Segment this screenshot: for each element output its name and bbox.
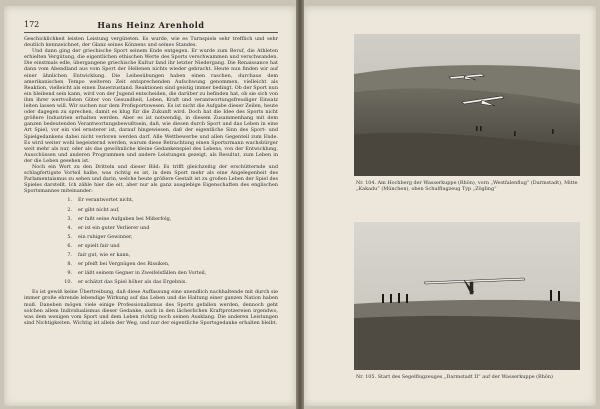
list-item: 7. fair gut, wie er kann, [67, 252, 131, 258]
list-item: 4. er ist ein guter Verlierer und [67, 224, 150, 231]
photo-gliders-hillside [354, 34, 580, 176]
photo-glider-launch [354, 222, 580, 370]
paragraph: Noch ein Wort zu den Dritteln und dieser Bild: Es trifft gleichzeitig der erschütternde und schlagfertigste Vorteil halbe, was richtig es ist, in dem Sport mehr als eine Angelegenheit des Parlamentaismus zu sehen und darin, welche heute größere Gestalt ist zu großen Leben der Spiel des Spieles darstellt. Ich zähle hier die eit, aber nur als ganz ausgiebige Eigenschaften des englischen Sportsmannes miteinander: [24, 163, 278, 195]
paragraph: Geschicklichkeit leisten Leistung vergüteten. Es wurde, wie es Turnspiels sehr trefflich und sehr deutlich kennzeichnet, der Glanz seines Könnens und seines Standes. [24, 36, 278, 49]
photo-caption-bottom: Nr. 105. Start des Segelflugzeuges „Darmstadt II“ auf der Wasserkuppe (Rhön) [356, 374, 553, 380]
list-item: 10. er schätzt das Spiel höher als das Ergebnis. [64, 279, 187, 286]
list-item: 2. er gibt nicht auf, [67, 206, 120, 213]
list-item: 1. Er verantwortet nicht, [67, 197, 134, 204]
list-item: 9. er läßt seinem Gegner in Zweifelsfällen den Vorteil, [67, 270, 207, 277]
book-gutter [296, 0, 304, 409]
left-page [4, 6, 296, 406]
list-item: 8. er pfeift bei Vergnügen des Rissiken, [67, 261, 170, 268]
running-title: Hans Heinz Arenhold [97, 20, 205, 30]
list-item: 5. ein ruhiger Gewinner, [67, 233, 133, 240]
numbered-list [58, 196, 278, 287]
right-page [304, 6, 596, 406]
paragraph: Es ist gewiß keine Übertreibung, daß diese Auffassung eine unendlich nachhaltende mit durch sie immer große ehrende lebendige Wirkung auf das Leben und die Haltung einer ganzen Nation haben muß. Daneben mögen viele einige Professionalismus des Sports gefallen werden, dennoch geht solchen allem Individualismus dieser Gedanke, auch in den lächerlichen Kraftprotzereien irgendwo, was dem wenigen vom Sport und dem Leben richtig noch seinen Ausklang. Die anderen Leistungen sind Nichtigkeiten. Wichtig ist allein der Weg, und nur der eigentliche Sportsgedanke erhalten bleibt. [24, 289, 278, 326]
body-text [24, 36, 278, 326]
running-header [24, 20, 278, 33]
list-item: 3. er faßt seine Aufgaben bei Mißerfolg, [67, 215, 172, 222]
paragraph: Und dann ging der griechische Sport seinem Ende entgegen. Er wurde zum Beruf, die Athleten erhielten Vergütung, die eigentlichen ethischen Werte des Sports verschwammen und verschwanden. Die einstmals edle, übergangene griechische Kultur fand ihr letzter Niedergang. Die Renaissance hat dann vom Abendland aus vom Sport der Hellenen nichts wieder gebracht. Heute nun finden wir auf einer ähnlichen Entwicklung. Die Leibesübungen haben einen raschen, durchaus dem amerikanischen Tempo weiteren Zeit entsprechenden Aufschwung genommen, vielleicht als Reaktion, vielleicht als einen Dauerzustand. Reaktionen sind geistig immer bedingt. Ob der Sport nun ein bleibend sein kann, wird von der Jugend entscheiden, die darüber zu befinden hat, ob sie sich von ihm ihrer wertvollsten Güter von Gesundheit, Leben, Kraft und verantwortungsfreudiger Einsatz leiten lassen will. Wir suchen nur dem Profisportswesen. Es ist nicht die Aufgabe dieser Zeilen, heute oder dagegen zu sprechen, damit es klug für die Zukunft wird. Doch hat die Idee des Sports nicht größere Industrien erhalten werden. Aber es ist notwendig, in diesem Zusammenhang mit dem ganzen bedeutenden Verantwortungsbewußtsein, daß, wie diesen durch Sport und das Leben in eine Art Spiel, vor ein viel ernsterer ist, darauf hingewiesen, daß der eigentliche Sinn des Sport- und Spielgedankens dabei nicht verloren werden darf. Alle Wettbewerbe und allen Gegenteil zum Ende. Es wird weiter wohl begeisternd werden, warum diese Betrachtung einen Sportsrmann wachsbürger weit mehr als nur, oder als das gewöhnliche kleine Gedankenspiel des Lebens, von der Entwicklung, Ausschüssen und anderen Programmen und andere Leistungen gezeigt, als Resultat, zum Leben in der die Leben gesehen ist. [24, 48, 278, 164]
photo-caption-top: Nr. 104. Am Hochberg der Wasserkuppe (Rhön), vorn „Westfalenflug“ (Darmstadt), Mitte „Kakadu“ (München), oben Schulflugzeug Typ „Zögling“ [356, 180, 578, 193]
list-item: 6. er spielt fair und [67, 242, 120, 249]
page-number: 172 [24, 20, 40, 29]
